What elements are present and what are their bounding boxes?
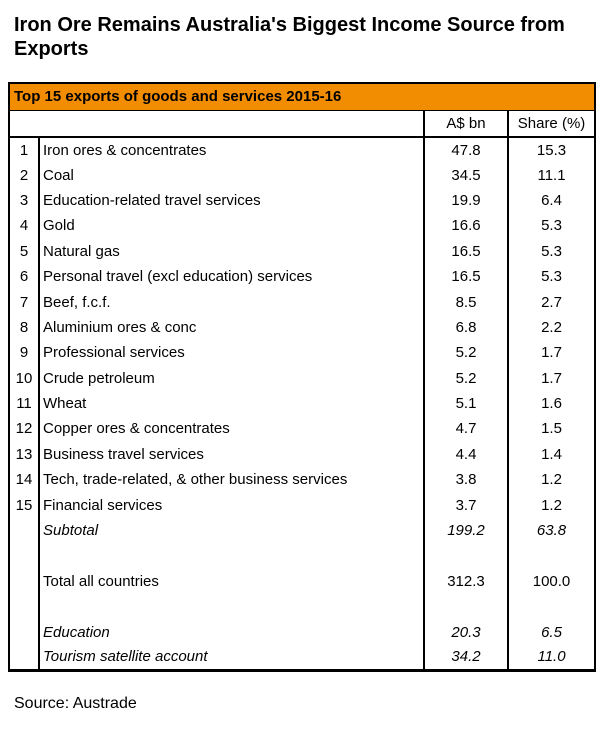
source-note: Source: Austrade	[14, 695, 137, 712]
share-cell: 1.5	[508, 416, 595, 441]
rank-cell: 12	[9, 416, 39, 441]
share-cell	[508, 543, 595, 568]
rank-cell: 4	[9, 213, 39, 238]
rank-cell: 3	[9, 188, 39, 213]
table-body	[9, 137, 595, 670]
rank-cell	[9, 645, 39, 670]
share-cell: 100.0	[508, 569, 595, 594]
share-cell: 1.2	[508, 467, 595, 492]
item-cell: Copper ores & concentrates	[43, 420, 230, 438]
value-cell: 3.7	[424, 492, 508, 517]
item-cell: Business travel services	[43, 445, 204, 463]
rank-cell: 6	[9, 264, 39, 289]
rank-cell: 2	[9, 162, 39, 187]
table-row	[9, 543, 595, 568]
page-title: Iron Ore Remains Australia's Biggest Income Source from Exports	[14, 14, 565, 60]
share-cell: 2.7	[508, 289, 595, 314]
table-row	[9, 213, 595, 238]
table-row	[9, 442, 595, 467]
value-cell: 6.8	[424, 315, 508, 340]
value-cell: 16.5	[424, 239, 508, 264]
share-cell: 63.8	[508, 518, 595, 543]
value-cell: 312.3	[424, 569, 508, 594]
rank-cell: 10	[9, 366, 39, 391]
share-cell: 11.1	[508, 162, 595, 187]
value-cell: 34.5	[424, 162, 508, 187]
table-row	[9, 137, 595, 162]
share-cell: 1.7	[508, 340, 595, 365]
item-cell: Subtotal	[43, 522, 99, 540]
item-cell: Gold	[43, 217, 75, 235]
item-cell: Tourism satellite account	[43, 648, 208, 666]
rank-cell: 9	[9, 340, 39, 365]
item-cell	[39, 543, 424, 568]
item-cell: Education-related travel services	[43, 191, 261, 209]
share-cell: 15.3	[508, 137, 595, 162]
item-cell: Wheat	[43, 395, 87, 413]
item-cell	[39, 594, 424, 619]
item-cell: Beef, f.c.f.	[43, 293, 111, 311]
item-cell: Professional services	[43, 344, 185, 362]
rank-cell: 14	[9, 467, 39, 492]
item-cell: Iron ores & concentrates	[43, 141, 207, 159]
item-cell: Total all countries	[43, 572, 159, 590]
item-cell: Personal travel (excl education) services	[43, 268, 313, 286]
value-cell: 4.4	[424, 442, 508, 467]
share-cell: 5.3	[508, 213, 595, 238]
value-cell: 199.2	[424, 518, 508, 543]
share-cell: 1.6	[508, 391, 595, 416]
rank-cell	[9, 569, 39, 594]
rank-cell: 1	[9, 137, 39, 162]
value-cell: 16.6	[424, 213, 508, 238]
table-row	[9, 416, 595, 441]
value-cell: 5.2	[424, 366, 508, 391]
value-cell: 8.5	[424, 289, 508, 314]
rank-cell: 8	[9, 315, 39, 340]
table-row	[9, 467, 595, 492]
rank-cell: 13	[9, 442, 39, 467]
item-cell: Crude petroleum	[43, 369, 155, 387]
table-row	[9, 594, 595, 619]
table-row	[9, 391, 595, 416]
value-cell: 3.8	[424, 467, 508, 492]
table-banner-row	[9, 83, 595, 110]
table-row	[9, 619, 595, 644]
table-row	[9, 188, 595, 213]
value-cell: 47.8	[424, 137, 508, 162]
value-cell	[424, 594, 508, 619]
rank-cell	[9, 543, 39, 568]
exports-table	[8, 82, 596, 672]
share-cell: 5.3	[508, 264, 595, 289]
table-row	[9, 645, 595, 670]
item-cell: Tech, trade-related, & other business services	[43, 471, 348, 489]
table-row	[9, 492, 595, 517]
value-cell: 16.5	[424, 264, 508, 289]
rank-cell: 7	[9, 289, 39, 314]
value-cell: 20.3	[424, 619, 508, 644]
share-cell: 11.0	[508, 645, 595, 670]
item-cell: Aluminium ores & conc	[43, 318, 197, 336]
share-cell: 6.4	[508, 188, 595, 213]
item-cell: Education	[43, 623, 110, 641]
rank-cell: 11	[9, 391, 39, 416]
rank-cell	[9, 594, 39, 619]
rank-cell	[9, 619, 39, 644]
table-row	[9, 366, 595, 391]
item-cell: Financial services	[43, 496, 163, 514]
column-header-item	[9, 110, 424, 137]
table-row	[9, 289, 595, 314]
share-cell	[508, 594, 595, 619]
table-row	[9, 162, 595, 187]
rank-cell	[9, 518, 39, 543]
share-cell: 2.2	[508, 315, 595, 340]
share-cell: 6.5	[508, 619, 595, 644]
table-row	[9, 239, 595, 264]
value-cell: 19.9	[424, 188, 508, 213]
column-header-share: Share (%)	[508, 110, 595, 137]
table-row	[9, 569, 595, 594]
item-cell: Natural gas	[43, 242, 120, 260]
table-row	[9, 518, 595, 543]
table-header-row	[9, 110, 595, 137]
item-cell: Coal	[43, 166, 74, 184]
share-cell: 1.7	[508, 366, 595, 391]
share-cell: 1.2	[508, 492, 595, 517]
value-cell: 5.2	[424, 340, 508, 365]
column-header-value: A$ bn	[424, 110, 508, 137]
value-cell: 34.2	[424, 645, 508, 670]
value-cell: 4.7	[424, 416, 508, 441]
value-cell	[424, 543, 508, 568]
rank-cell: 15	[9, 492, 39, 517]
table-row	[9, 264, 595, 289]
value-cell: 5.1	[424, 391, 508, 416]
share-cell: 5.3	[508, 239, 595, 264]
table-banner: Top 15 exports of goods and services 2015-16	[9, 83, 595, 110]
share-cell: 1.4	[508, 442, 595, 467]
table-row	[9, 340, 595, 365]
table-row	[9, 315, 595, 340]
rank-cell: 5	[9, 239, 39, 264]
